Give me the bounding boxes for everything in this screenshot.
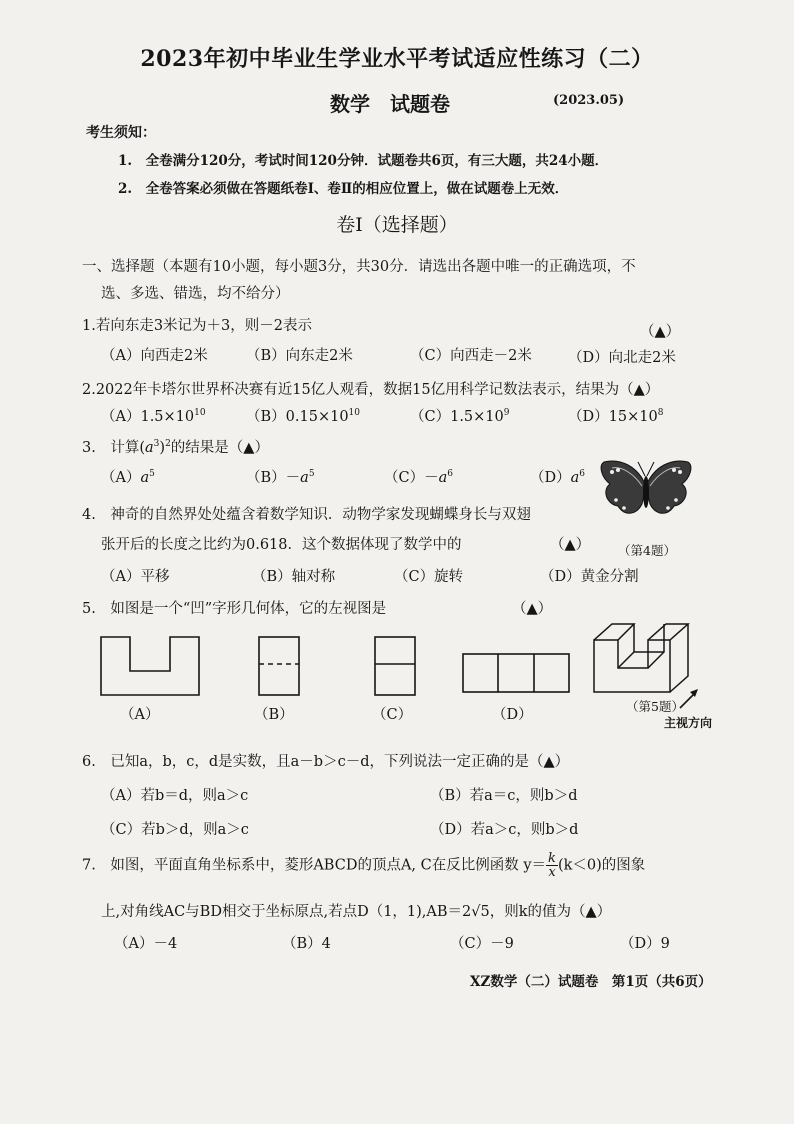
q2-option-d: $(D)15\times 10^8$ bbox=[568, 408, 664, 425]
q5-figure-c bbox=[374, 636, 416, 696]
q6-option-c: （C）若b＞d，则a＞c bbox=[101, 822, 249, 838]
exam-date: (2023.05) bbox=[553, 93, 625, 108]
q5-solid-figure bbox=[592, 620, 692, 696]
q1-stem: 1.若向东走3米记为＋3，则－2表示 bbox=[82, 318, 313, 334]
q1-option-d: （D）向北走2米 bbox=[568, 350, 676, 366]
q1-option-b: （B）向东走2米 bbox=[246, 348, 353, 364]
q4-line2: 张开后的长度之比约为0.618．这个数据体现了数学中的 bbox=[101, 537, 462, 553]
q4-line1: 4. 神奇的自然界处处蕴含着数学知识．动物学家发现蝴蝶身长与双翅 bbox=[82, 507, 531, 523]
q7-option-d: （D）9 bbox=[620, 936, 670, 952]
exam-title: 2023年初中毕业生学业水平考试适应性练习（二） bbox=[140, 46, 654, 72]
notice-heading: 考生须知： bbox=[86, 125, 156, 141]
q7-line1: 7. 如图，平面直角坐标系中，菱形ABCD的顶点A, C在反比例函数 y＝ $\frac{k}{x}$ (k＜0)的图象 bbox=[82, 851, 646, 880]
q2-stem: 2.2022年卡塔尔世界杯决赛有近15亿人观看，数据15亿用科学记数法表示，结果为（▲） bbox=[82, 382, 660, 398]
q5-option-a-label: （A） bbox=[120, 707, 160, 723]
q1-option-a: （A）向西走2米 bbox=[101, 348, 208, 364]
q6-option-a: （A）若b＝d，则a＞c bbox=[101, 788, 249, 804]
section-title: 卷Ⅰ（选择题） bbox=[336, 214, 458, 236]
q5-figure-label: （第5题） bbox=[626, 699, 684, 714]
notice-item-2: 2. 全卷答案必须做在答题纸卷Ⅰ、卷Ⅱ的相应位置上，做在试题卷上无效． bbox=[118, 181, 569, 197]
q7-option-b: （B）4 bbox=[282, 936, 331, 952]
q4-mark: （▲） bbox=[550, 537, 591, 553]
q4-option-b: （B）轴对称 bbox=[252, 569, 336, 585]
q1-option-c: （C）向西走－2米 bbox=[410, 348, 532, 364]
part1-intro-line1: 一、选择题（本题有10小题，每小题3分，共30分．请选出各题中唯一的正确选项，不 bbox=[82, 259, 636, 275]
page-footer: XZ数学（二）试题卷 第1页（共6页） bbox=[470, 974, 712, 990]
q6-option-d: （D）若a＞c，则b＞d bbox=[430, 822, 579, 838]
q7-option-c: （C）－9 bbox=[450, 936, 514, 952]
q3-option-b: $(B)-a^5$ bbox=[246, 469, 315, 486]
q2-option-c: $(C)1.5\times 10^9$ bbox=[410, 408, 510, 425]
q6-option-b: （B）若a＝c，则b＞d bbox=[430, 788, 578, 804]
q5-mark: （▲） bbox=[512, 601, 553, 617]
q4-option-c: （C）旋转 bbox=[394, 569, 464, 585]
exam-subtitle: 数学 试题卷 bbox=[330, 92, 450, 116]
view-direction-label: 主视方向 bbox=[664, 716, 713, 730]
q5-figure-a bbox=[100, 636, 200, 696]
q5-option-b-label: （B） bbox=[254, 707, 294, 723]
notice-item-1: 1. 全卷满分120分，考试时间120分钟．试题卷共6页，有三大题，共24小题． bbox=[118, 153, 609, 169]
q5-option-d-label: （D） bbox=[492, 707, 533, 723]
q2-option-b: $(B)0.15\times 10^{10}$ bbox=[246, 408, 360, 425]
q3-stem: 3. 计算$(a^3)^2$的结果是（▲） bbox=[82, 439, 269, 456]
q4-option-a: （A）平移 bbox=[101, 569, 170, 585]
q1-mark: （▲） bbox=[640, 324, 681, 340]
q3-option-c: $(C)-a^6$ bbox=[384, 469, 453, 486]
q2-option-a: $(A)1.5\times 10^{10}$ bbox=[101, 408, 206, 425]
q4-option-d: （D）黄金分割 bbox=[540, 569, 639, 585]
q6-stem: 6. 已知a，b，c，d是实数，且a－b＞c－d，下列说法一定正确的是（▲） bbox=[82, 754, 570, 770]
q5-figure-d bbox=[462, 653, 570, 693]
q5-option-c-label: （C） bbox=[372, 707, 413, 723]
q4-figure-label: （第4题） bbox=[618, 543, 676, 558]
q7-fraction: $\frac{k}{x}$ bbox=[548, 851, 556, 880]
part1-intro-line2: 选、多选、错选，均不给分） bbox=[101, 286, 290, 302]
q3-option-d: $(D)a^6$ bbox=[530, 469, 586, 486]
q3-option-a: $(A)a^5$ bbox=[101, 469, 155, 486]
q5-stem: 5. 如图是一个“凹”字形几何体，它的左视图是 bbox=[82, 601, 387, 617]
q5-figure-b bbox=[258, 636, 300, 696]
butterfly-figure bbox=[598, 456, 694, 536]
view-direction-arrow-icon bbox=[678, 686, 702, 710]
q7-option-a: （A）－4 bbox=[114, 936, 178, 952]
q7-line2: 上,对角线AC与BD相交于坐标原点,若点D（1，1),AB＝2√5，则k的值为（▲） bbox=[101, 904, 612, 920]
